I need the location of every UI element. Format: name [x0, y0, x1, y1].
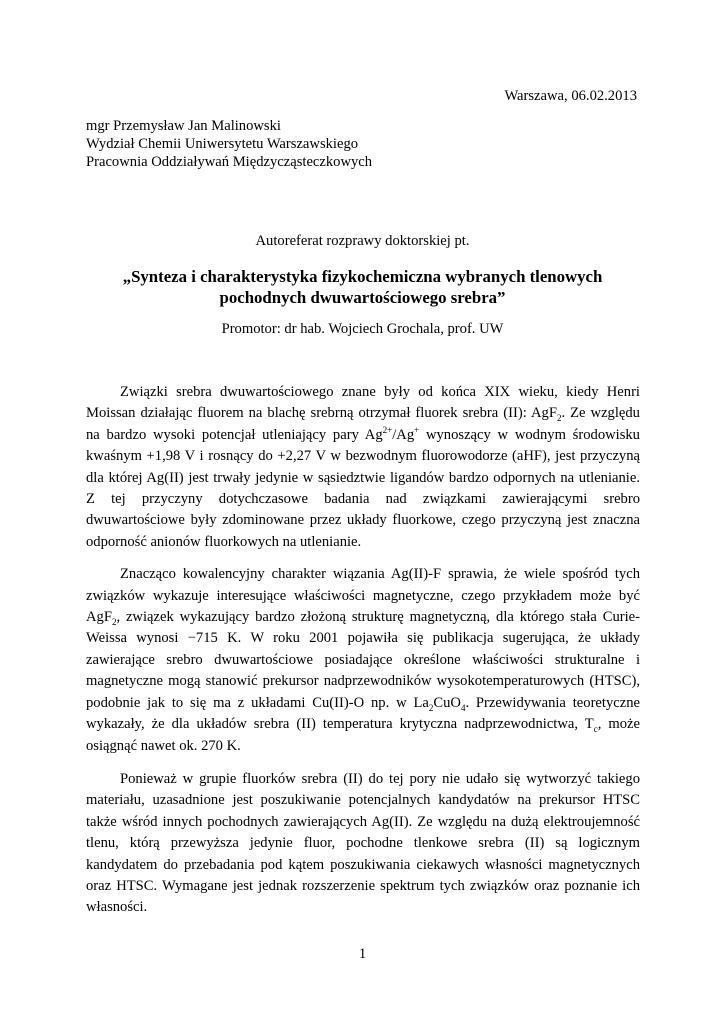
p2-text-e: , może osiągnąć nawet ok. 270 K. — [86, 716, 640, 754]
p1-text-a: Związki srebra dwuwartościowego znane były od końca XIX wieku, kiedy Henri Moissan działając fluorem na blachę srebrną otrzymał fluorek srebra (II): AgF — [86, 384, 640, 422]
place-date: Warszawa, 06.02.2013 — [504, 88, 637, 104]
thesis-title-line-1: „Synteza i charakterystyka fizykochemiczna wybranych tlenowych — [122, 267, 603, 286]
author-lab: Pracownia Oddziaływań Międzycząsteczkowych — [86, 154, 373, 170]
p2-sub-c: 4 — [460, 702, 466, 713]
author-faculty: Wydział Chemii Uniwersytetu Warszawskiego — [86, 136, 359, 152]
thesis-title — [0, 266, 725, 308]
paragraph-3: Ponieważ w grupie fluorków srebra (II) do tej pory nie udało się wytworzyć takiego materiału, uzasadnione jest poszukiwanie potencjalnych kandydatów na prekursor HTSC także wśród innych pochodnych zawierających Ag(II). Ze względu na dużą elektroujemność tlenu, którą przewyższa jedynie fluor, pochodne tlenkowe srebra (II) są logicznym kandydatem do przebadania pod kątem poszukiwania ciekawych własności magnetycznych oraz HTSC. Wymagane jest jednak rozszerzenie spektrum tych związków oraz poznanie ich własności. — [86, 770, 640, 916]
p1-sup-c: + — [414, 424, 420, 435]
p1-text-b: . Ze względu na bardzo wysoki potencjał utleniający pary Ag — [86, 405, 640, 443]
author-name: mgr Przemysław Jan Malinowski — [86, 118, 281, 134]
p2-sub-b: 2 — [428, 702, 434, 713]
p1-sub-a: 2 — [556, 413, 562, 424]
p2-sub-a: 2 — [111, 616, 117, 627]
p2-text-a: Znacząco kowalencyjny charakter wiązania Ag(II)-F sprawia, że wiele spośród tych związków wykazuje interesujące właściwości magnetyczne, czego przykładem może być AgF — [86, 566, 640, 626]
promotor-line: Promotor: dr hab. Wojciech Grochala, prof. UW — [221, 321, 504, 337]
p2-sub-d: c — [593, 724, 598, 734]
p1-sup-b: 2+ — [382, 424, 393, 435]
author-block — [86, 117, 372, 171]
p2-text-c: CuO — [433, 694, 461, 711]
p1-text-d: wynoszący w wodnym środowisku kwaśnym +1,98 V i rosnący do +2,27 V w bezwodnym fluorowodorze (aHF), jest przyczyną dla której Ag(II) jest trwały jedynie w sąsiedztwie ligandów bardzo odpornych na utlenianie. Z tej przyczyny dotychczasowe badania nad związkami zawierającymi srebro dwuwartościowe były zdominowane przez układy fluorkowe, czego przyczyną jest znaczna odporność anionów fluorkowych na utlenianie. — [86, 426, 640, 550]
thesis-title-line-2: pochodnych dwuwartościowego srebra” — [219, 288, 506, 307]
p2-text-d: . Przewidywania teoretyczne wykazały, że dla układów srebra (II) temperatura krytyczna nadprzewodnictwa, T — [86, 694, 640, 733]
body-text — [86, 382, 640, 930]
page-number: 1 — [358, 946, 367, 962]
p2-text-b: , związek wykazujący bardzo złożoną strukturę magnetyczną, dla którego stała Curie-Weissa wynosi −715 K. W roku 2001 pojawiła się publikacja sugerująca, że układy zawierające srebro dwuwartościowe posiadające określone właściwości strukturalne i magnetyczne mogą stanowić prekursor nadprzewodników wysokotemperaturowych (HTSC), podobnie jak to się ma z układami Cu(II)-O np. w La — [86, 609, 640, 711]
p1-text-c: /Ag — [392, 426, 415, 443]
paragraph-2 — [86, 564, 640, 757]
document-subtitle: Autoreferat rozprawy doktorskiej pt. — [255, 233, 470, 249]
paragraph-1 — [86, 382, 640, 553]
